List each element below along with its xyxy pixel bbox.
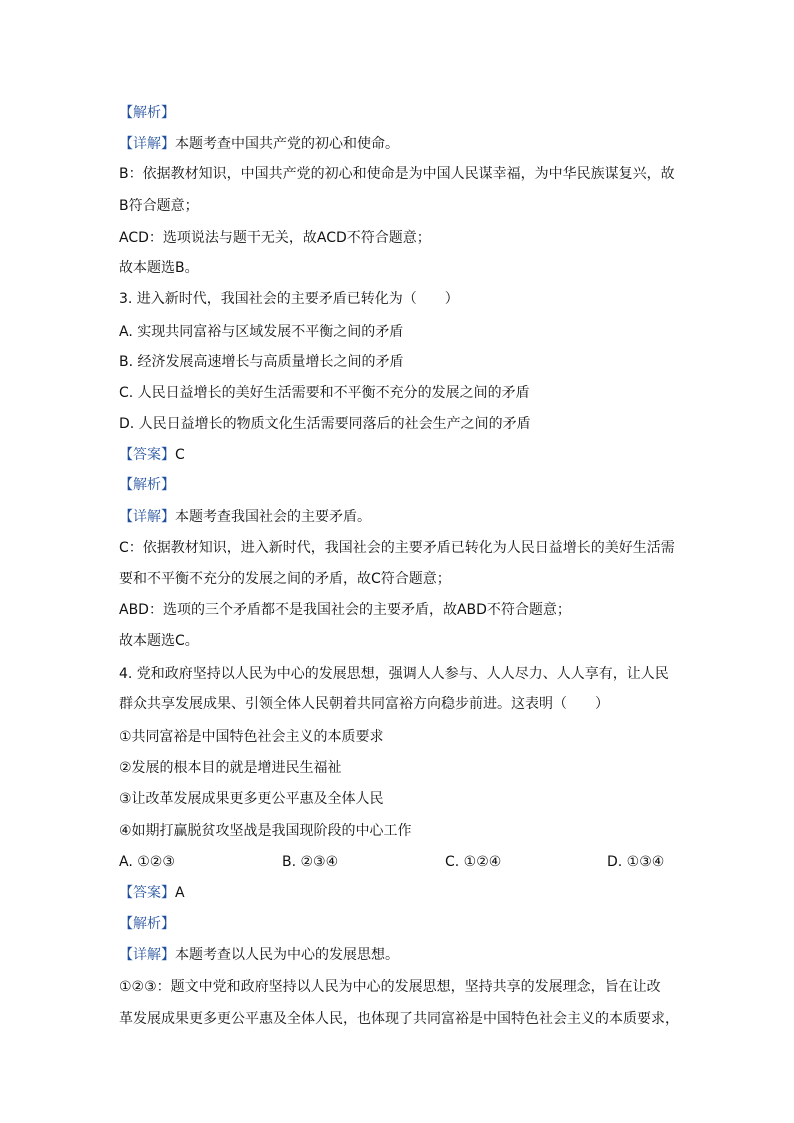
q3-option-a: A. 实现共同富裕与区域发展不平衡之间的矛盾 <box>119 324 404 340</box>
answer-tag: 【答案】 <box>119 447 175 463</box>
detail-tag: 【详解】 <box>119 947 175 963</box>
q3-option-d: D. 人民日益增长的物质文化生活需要同落后的社会生产之间的矛盾 <box>119 416 531 432</box>
conclusion-line: 故本题选B。 <box>119 260 199 276</box>
analysis-tag: 【解析】 <box>119 105 175 121</box>
q4-statement-4: ④如期打赢脱贫攻坚战是我国现阶段的中心工作 <box>119 823 412 839</box>
question-4-stem-line2: 群众共享发展成果、引领全体人民朝着共同富裕方向稳步前进。这表明（ ） <box>119 696 609 712</box>
q3-answer-line <box>119 444 185 466</box>
question-4-stem-line1: 4. 党和政府坚持以人民为中心的发展思想，强调人人参与、人人尽力、人人享有，让人民 <box>119 666 669 682</box>
detail-line <box>119 944 399 966</box>
analysis-tag: 【解析】 <box>119 477 175 493</box>
detail-text: 本题考查我国社会的主要矛盾。 <box>175 509 371 525</box>
detail-tag: 【详解】 <box>119 509 175 525</box>
q4-options-row <box>119 851 679 873</box>
q4-answer-line <box>119 882 185 904</box>
conclusion-line: 故本题选C。 <box>119 633 199 649</box>
analysis-line: B符合题意； <box>119 198 199 214</box>
analysis-line: C：依据教材知识，进入新时代，我国社会的主要矛盾已转化为人民日益增长的美好生活需 <box>119 540 675 556</box>
detail-line <box>119 506 371 528</box>
analysis-line: 革发展成果更多更公平惠及全体人民，也体现了共同富裕是中国特色社会主义的本质要求， <box>119 1011 679 1027</box>
detail-text: 本题考查以人民为中心的发展思想。 <box>175 947 399 963</box>
q4-option-d: D. ①③④ <box>607 854 665 870</box>
q4-option-a: A. ①②③ <box>119 854 175 870</box>
answer-value: A <box>175 885 185 901</box>
q4-option-b: B. ②③④ <box>282 854 339 870</box>
detail-tag: 【详解】 <box>119 136 175 152</box>
answer-tag: 【答案】 <box>119 885 175 901</box>
q4-statement-2: ②发展的根本目的就是增进民生福祉 <box>119 760 342 776</box>
q4-statement-1: ①共同富裕是中国特色社会主义的本质要求 <box>119 729 384 745</box>
q3-option-b: B. 经济发展高速增长与高质量增长之间的矛盾 <box>119 354 404 370</box>
analysis-line: 要和不平衡不充分的发展之间的矛盾，故C符合题意； <box>119 571 451 587</box>
q4-option-c: C. ①②④ <box>445 854 502 870</box>
detail-line <box>119 133 399 155</box>
answer-value: C <box>175 447 185 463</box>
analysis-tag: 【解析】 <box>119 916 175 932</box>
q3-option-c: C. 人民日益增长的美好生活需要和不平衡不充分的发展之间的矛盾 <box>119 385 530 401</box>
analysis-line: ACD：选项说法与题干无关，故ACD不符合题意； <box>119 230 431 246</box>
question-3-stem: 3. 进入新时代，我国社会的主要矛盾已转化为（ ） <box>119 291 459 307</box>
q4-statement-3: ③让改革发展成果更多更公平惠及全体人民 <box>119 791 384 807</box>
analysis-line: ①②③：题文中党和政府坚持以人民为中心的发展思想，坚持共享的发展理念，旨在让改 <box>119 979 661 995</box>
analysis-line: ABD：选项的三个矛盾都不是我国社会的主要矛盾，故ABD不符合题意； <box>119 602 571 618</box>
detail-text: 本题考查中国共产党的初心和使命。 <box>175 136 399 152</box>
analysis-line: B：依据教材知识，中国共产党的初心和使命是为中国人民谋幸福，为中华民族谋复兴，故 <box>119 166 675 182</box>
